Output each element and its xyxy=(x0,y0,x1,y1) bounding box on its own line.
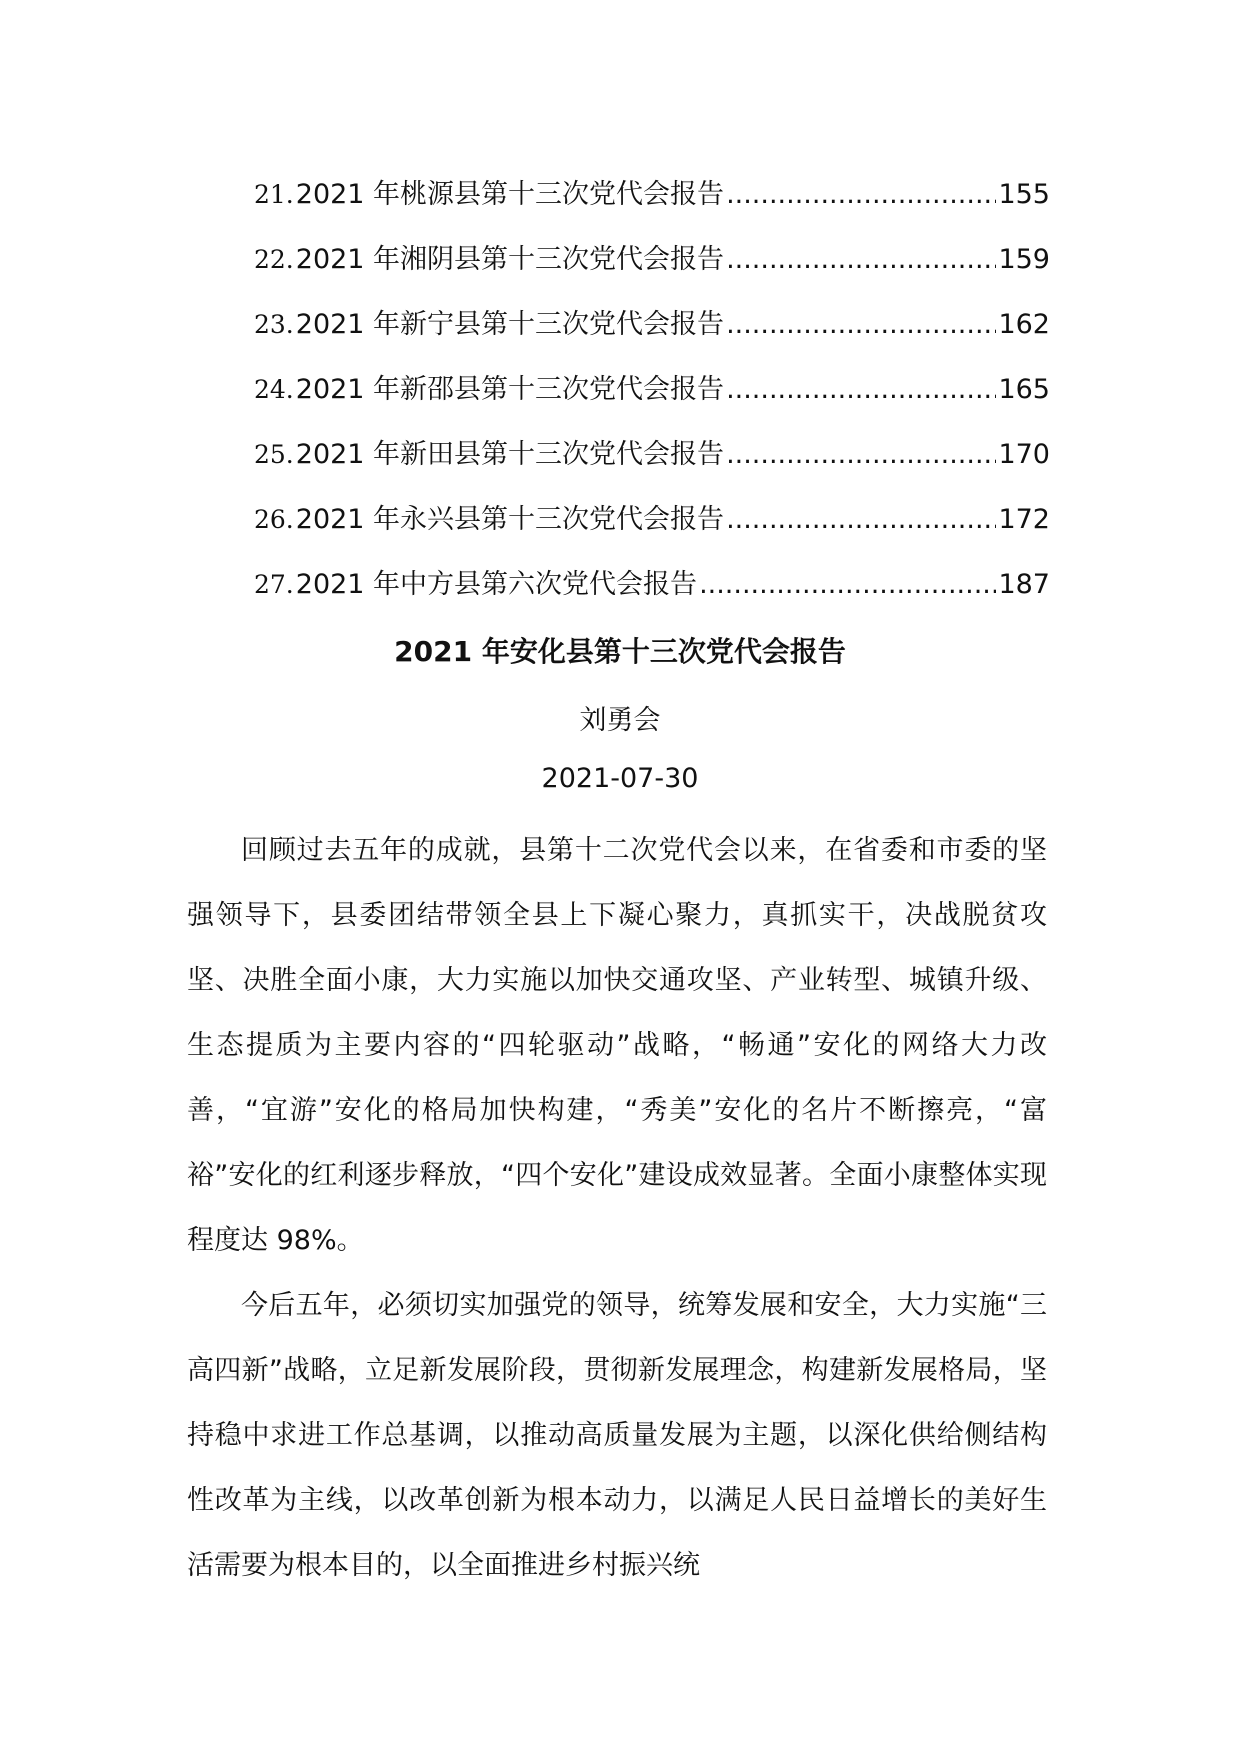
toc-item-number: 22. xyxy=(254,245,294,274)
toc-dot-leader xyxy=(699,569,996,600)
toc-item-25[interactable] xyxy=(254,432,1050,497)
toc-dot-leader xyxy=(726,179,996,210)
toc-item-title: 2021 年新宁县第十三次党代会报告 xyxy=(295,309,725,340)
toc-item-title: 2021 年中方县第六次党代会报告 xyxy=(295,569,698,600)
body-paragraph: 今后五年，必须切实加强党的领导，统筹发展和安全，大力实施“三高四新”战略，立足新发展阶段，贯彻新发展理念，构建新发展格局，坚持稳中求进工作总基调，以推动高质量发展为主题，以深化供给侧结构性改革为主线，以改革创新为根本动力，以满足人民日益增长的美好生活需要为根本目的，以全面推进乡村振兴统 xyxy=(187,1290,1047,1581)
toc-dot-leader xyxy=(726,244,996,275)
toc-dot-leader xyxy=(726,439,996,470)
toc-item-22[interactable] xyxy=(254,237,1050,302)
toc-item-27[interactable] xyxy=(254,562,1050,627)
toc-item-title: 2021 年新邵县第十三次党代会报告 xyxy=(295,374,725,405)
body-paragraph: 回顾过去五年的成就，县第十二次党代会以来，在省委和市委的坚强领导下，县委团结带领全县上下凝心聚力，真抓实干，决战脱贫攻坚、决胜全面小康，大力实施以加快交通攻坚、产业转型、城镇升级、生态提质为主要内容的“四轮驱动”战略，“畅通”安化的网络大力改善，“宜游”安化的格局加快构建，“秀美”安化的名片不断擦亮，“富裕”安化的红利逐步释放，“四个安化”建设成效显著。全面小康整体实现程度达 98%。 xyxy=(187,835,1047,1256)
toc-item-page: 170 xyxy=(998,439,1050,470)
toc-item-21[interactable] xyxy=(254,172,1050,237)
toc-item-24[interactable] xyxy=(254,367,1050,432)
toc-dot-leader xyxy=(726,374,996,405)
toc-item-page: 155 xyxy=(998,179,1050,210)
toc-item-number: 23. xyxy=(254,310,294,339)
toc-dot-leader xyxy=(726,504,996,535)
toc-item-23[interactable] xyxy=(254,302,1050,367)
report-date: 2021-07-30 xyxy=(541,763,699,794)
toc-item-number: 25. xyxy=(254,440,294,469)
toc-item-page: 159 xyxy=(998,244,1050,275)
toc-item-page: 187 xyxy=(998,569,1050,600)
toc-item-title: 2021 年湘阴县第十三次党代会报告 xyxy=(295,244,725,275)
toc-item-26[interactable] xyxy=(254,497,1050,562)
toc-item-page: 162 xyxy=(998,309,1050,340)
toc-item-title: 2021 年永兴县第十三次党代会报告 xyxy=(295,504,725,535)
toc-item-number: 26. xyxy=(254,505,294,534)
toc-item-title: 2021 年新田县第十三次党代会报告 xyxy=(295,439,725,470)
toc-dot-leader xyxy=(726,309,996,340)
toc-item-number: 27. xyxy=(254,570,294,599)
report-author: 刘勇会 xyxy=(579,705,661,736)
toc-item-page: 172 xyxy=(998,504,1050,535)
toc-item-page: 165 xyxy=(998,374,1050,405)
table-of-contents xyxy=(254,172,1050,627)
report-title: 2021 年安化县第十三次党代会报告 xyxy=(394,635,846,668)
toc-item-title: 2021 年桃源县第十三次党代会报告 xyxy=(295,179,725,210)
report-body xyxy=(187,818,1047,1598)
toc-item-number: 21. xyxy=(254,180,294,209)
toc-item-number: 24. xyxy=(254,375,294,404)
